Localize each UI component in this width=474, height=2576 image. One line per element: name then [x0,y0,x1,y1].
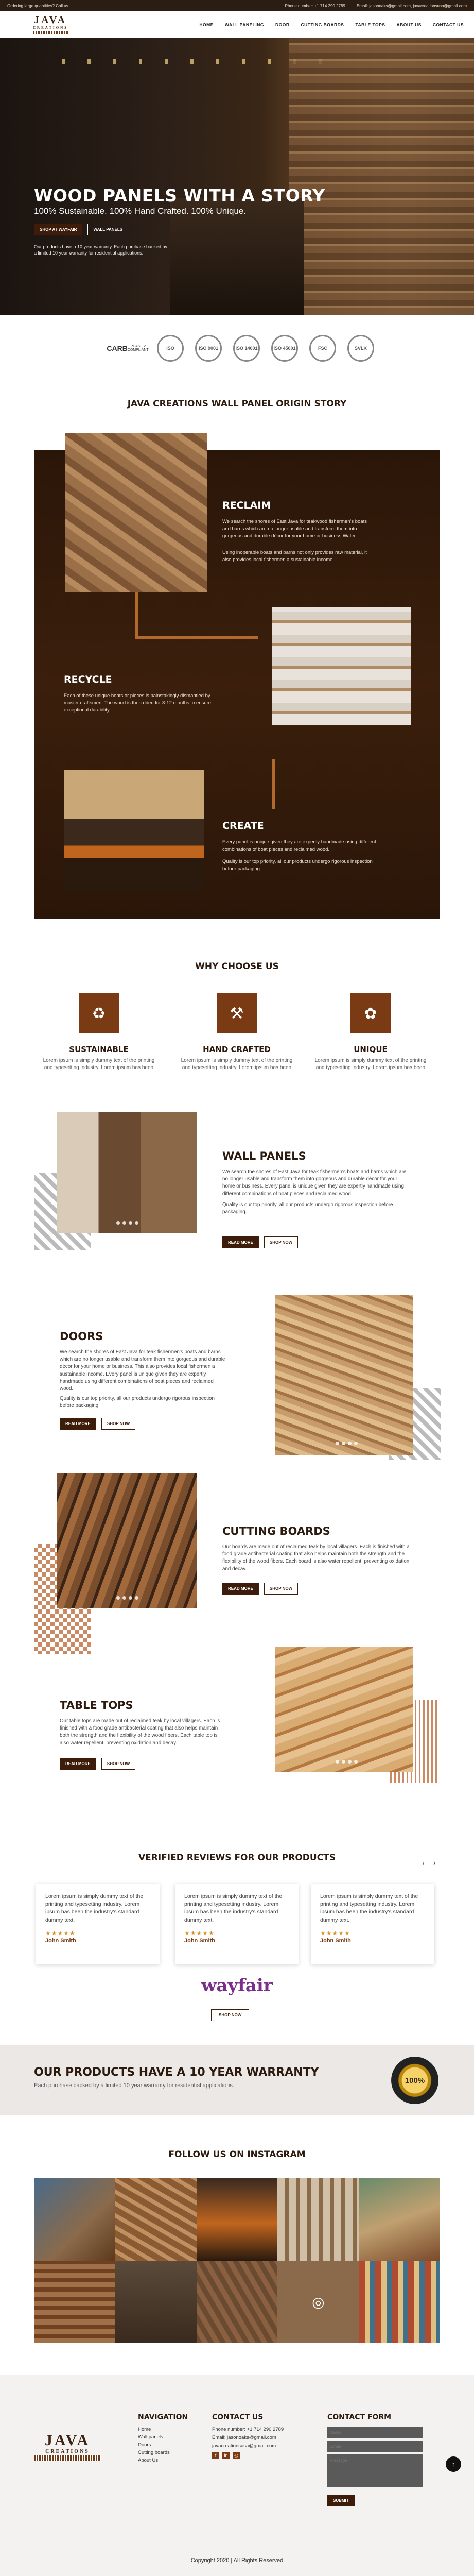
read-more-button[interactable]: READ MORE [222,1236,259,1248]
site-footer [0,2375,474,2576]
shop-now-button[interactable]: SHOP NOW [101,1758,135,1770]
nav-about-us[interactable]: ABOUT US [396,22,422,27]
story-connector [135,592,138,639]
hero-subtitle: 100% Sustainable. 100% Hand Crafted. 100% Unique. [34,206,247,216]
product-text-2: Quality is our top priority, all our products undergo rigorous inspection before packaging. [60,1396,215,1409]
main-nav [199,22,464,27]
why-section-title: WHY CHOOSE US [195,961,279,972]
review-card [175,1884,299,1964]
product-text: Our boards are made out of reclaimed teak by local villagers. Each is finished with a food grade antibacterial coating that also helps maintain both the strength and the flexibility of the wood fibers. Each board is also water repellent, preventing oxidation and decay. [222,1544,410,1572]
why-text: Lorem ipsum is simply dummy text of the printing and typesetting industry. Lorem ipsum has been [181,1058,293,1071]
reviewer-name: John Smith [320,1937,351,1944]
footer-link-doors[interactable]: Doors [138,2442,151,2448]
carousel-dots[interactable] [116,1596,138,1600]
reclaim-text-2: Using inoperable boats and barns not only provides raw material, it also provides local fishermen a sustainable income. [222,550,367,563]
recycle-wood-stack-image [272,607,411,725]
footer-nav-heading: NAVIGATION [138,2413,188,2421]
nav-door[interactable]: DOOR [275,22,290,27]
submit-button[interactable]: SUBMIT [327,2495,355,2506]
nav-table-tops[interactable]: TABLE TOPS [355,22,385,27]
instagram-photo[interactable] [34,2178,115,2261]
scroll-to-top-icon[interactable]: ↑ [446,2456,461,2472]
why-heading: SUSTAINABLE [69,1045,129,1054]
footer-email-2[interactable]: javacreationsusa@gmail.com [212,2443,276,2449]
create-bar-interior-image [64,770,204,892]
footer-navigation [138,2413,188,2465]
carousel-dots[interactable] [116,1221,138,1225]
read-more-button[interactable]: READ MORE [60,1758,96,1770]
recycle-icon: ♻ [79,993,119,1033]
hero-warranty-note: Our products have a 10 year warranty. Each purchase backed by a limited 10 year warranty for residential applications. [34,244,167,256]
footer-link-wall-panels[interactable]: Wall panels [138,2434,163,2440]
shop-now-button[interactable]: SHOP NOW [101,1418,135,1430]
craftsman-icon: ⚒ [217,993,257,1033]
product-text: We search the shores of East Java for teak fishermen's boats and barns which are no longer usable and transform them into gorgeous and durable décor for your home or business. This also provides local fishermen a sustainable income. Every panel is unique given they are expertly handmade using different combinations of boat pieces and reclaimed wood. [60,1349,225,1392]
nav-contact-us[interactable]: CONTACT US [432,22,464,27]
hero-title: WOOD PANELS WITH A STORY [34,185,325,206]
copyright-text: Copyright 2020 | All Rights Reserved [190,2557,284,2564]
reviewer-name: John Smith [45,1937,76,1944]
reviews-next-arrow-icon[interactable]: › [433,1858,436,1867]
why-heading: UNIQUE [354,1045,388,1054]
footer-contact-heading: CONTACT US [212,2413,264,2421]
fsc-badge: FSC [309,335,336,362]
why-unique [314,993,427,1072]
facebook-icon[interactable]: f [212,2452,219,2459]
footer-contact [212,2413,284,2459]
site-logo[interactable]: JAVA CREATIONS [33,15,68,34]
iso-9001-badge: ISO 9001 [195,335,222,362]
logo-wood-mark [33,31,68,34]
review-text: Lorem ipsum is simply dummy text of the printing and typesetting industry. Lorem ipsum has been the industry's standard dummy text. [320,1893,418,1923]
wayfair-logo[interactable]: wayfair [201,1975,273,1996]
footer-logo[interactable]: JAVA CREATIONS [34,2433,101,2461]
shop-at-wayfair-button[interactable]: SHOP AT WAYFAIR [34,224,82,235]
instagram-photo[interactable] [115,2261,197,2343]
create-text: Every panel is unique given they are expertly handmade using different combinations of boat pieces and reclaimed wood. [222,839,376,852]
star-rating: ★★★★★ [45,1929,76,1937]
product-heading: DOORS [60,1330,103,1343]
site-header [0,11,474,38]
reviews-section-title: VERIFIED REVIEWS FOR OUR PRODUCTS [138,1853,336,1863]
product-heading: TABLE TOPS [60,1699,133,1711]
why-sustainable [42,993,155,1072]
footer-phone[interactable]: Phone number: +1 714 290 2789 [212,2427,284,2432]
email-info[interactable]: Email: jasonoaks@gmail.com, javacreationsusa@gmail.com [356,3,467,8]
hero-wood-wall-image [289,38,474,315]
instagram-photo[interactable] [277,2178,359,2261]
wall-panels-button[interactable]: WALL PANELS [87,224,128,235]
read-more-button[interactable]: READ MORE [60,1418,96,1430]
why-hand-crafted [180,993,293,1072]
story-section-title: JAVA CREATIONS WALL PANEL ORIGIN STORY [127,399,347,409]
message-field[interactable] [327,2454,423,2487]
iso-45001-badge: ISO 45001 [271,335,298,362]
logo-wood-mark [34,2455,101,2461]
nav-cutting-boards[interactable]: CUTTING BOARDS [301,22,344,27]
recycle-text: Each of these unique boats or pieces is painstakingly dismantled by master craftsmen. The wood is then dried for 8-12 months to ensure exceptional durability. [64,693,212,713]
product-heading: WALL PANELS [222,1150,306,1162]
instagram-small-icon[interactable]: ◎ [233,2452,240,2459]
recycle-heading: RECYCLE [64,674,112,685]
instagram-photo[interactable] [197,2261,278,2343]
cutting-boards-image [57,1473,197,1608]
instagram-photo[interactable] [359,2261,440,2343]
star-rating: ★★★★★ [184,1929,215,1937]
create-heading: CREATE [222,820,264,832]
product-text: We search the shores of East Java for teak fishermen's boats and barns which are no longer usable and transform them into gorgeous and durable décor for your home or business. Every panel is unique given they are expertly handmade using different combinations of boat pieces and reclaimed wood. [222,1169,407,1197]
warranty-banner [0,2045,474,2115]
why-text: Lorem ipsum is simply dummy text of the printing and typesetting industry. Lorem ipsum has been [314,1058,427,1071]
instagram-photo[interactable] [197,2178,278,2261]
promo-text: Ordering large quantities? Call us [7,3,68,8]
product-text: Our table tops are made out of reclaimed teak by local villagers. Each is finished with a food grade antibacterial coating that also helps maintain both the strength and the flexibility of the wood fibers. Each table top is also water repellent, preventing oxidation and decay. [60,1718,220,1746]
linkedin-icon[interactable]: in [222,2452,230,2459]
origin-story-panel [34,450,440,919]
star-rating: ★★★★★ [320,1929,350,1937]
contact-form [327,2413,423,2506]
name-field[interactable] [327,2427,423,2438]
shop-now-button[interactable]: SHOP NOW [264,1236,298,1248]
iso-14001-badge: ISO 14001 [233,335,260,362]
contact-form-heading: CONTACT FORM [327,2413,392,2421]
review-text: Lorem ipsum is simply dummy text of the printing and typesetting industry. Lorem ipsum has been the industry's standard dummy text. [184,1893,283,1923]
footer-link-home[interactable]: Home [138,2427,151,2432]
instagram-grid [34,2178,440,2343]
carved-door-image [275,1295,413,1455]
svlk-badge: SVLK [347,335,374,362]
read-more-button[interactable]: READ MORE [222,1583,259,1595]
reviews-prev-arrow-icon[interactable]: ‹ [422,1858,425,1867]
instagram-icon[interactable]: ◎ [277,2261,359,2343]
footer-link-cutting-boards[interactable]: Cutting boards [138,2450,170,2455]
table-top-image [275,1647,413,1772]
warranty-text: Each purchase backed by a limited 10 year warranty for residential applications. [34,2082,234,2089]
footer-email[interactable]: Email: jasonoaks@gmail.com [212,2435,276,2441]
create-text-2: Quality is our top priority, all our products undergo rigorous inspection before packaging. [222,859,373,872]
story-connector [135,636,258,639]
footer-link-about-us[interactable]: About Us [138,2458,159,2463]
product-heading: CUTTING BOARDS [222,1525,330,1537]
nav-home[interactable]: HOME [199,22,214,27]
wall-panels-image [57,1112,197,1233]
reclaim-wood-image [65,433,207,592]
why-heading: HAND CRAFTED [203,1045,271,1054]
instagram-photo[interactable] [359,2178,440,2261]
wayfair-shop-now-button[interactable]: SHOP NOW [211,2009,249,2021]
warranty-title: OUR PRODUCTS HAVE A 10 YEAR WARRANTY [34,2066,319,2079]
top-bar [0,0,474,11]
review-card [311,1884,434,1964]
reclaim-text: We search the shores of East Java for teakwood fishermen's boats and barns which are no longer usable and transform them into gorgeous and durable décor for your home or business.Water [222,519,367,539]
review-text: Lorem ipsum is simply dummy text of the printing and typesetting industry. Lorem ipsum has been the industry's standard dummy text. [45,1893,144,1923]
product-text-2: Quality is our top priority, all our products undergo rigorous inspection before packaging. [222,1202,393,1215]
story-connector [272,759,275,809]
instagram-photo[interactable] [34,2261,115,2343]
warranty-seal-badge: 100% [391,2057,438,2104]
instagram-photo[interactable] [115,2178,197,2261]
carousel-dots[interactable] [336,1760,358,1764]
carb-certification-logo: CARB PHASE 2 COMPLIANT [107,344,149,352]
phone-info[interactable]: Phone number: +1 714 290 2789 [285,3,345,8]
review-card [36,1884,160,1964]
instagram-section-title: FOLLOW US ON INSTAGRAM [168,2149,306,2160]
hero-banner [0,38,474,315]
email-field[interactable] [327,2441,423,2452]
shop-now-button[interactable]: SHOP NOW [264,1583,298,1595]
reclaim-heading: RECLAIM [222,500,271,511]
reviewer-name: John Smith [184,1937,215,1944]
nav-wall-paneling[interactable]: WALL PANELING [224,22,264,27]
iso-badge: ISO [157,335,184,362]
flower-icon: ✿ [350,993,391,1033]
why-text: Lorem ipsum is simply dummy text of the printing and typesetting industry. Lorem ipsum has been [43,1058,155,1071]
carousel-dots[interactable] [336,1442,358,1445]
certification-strip [98,332,386,365]
